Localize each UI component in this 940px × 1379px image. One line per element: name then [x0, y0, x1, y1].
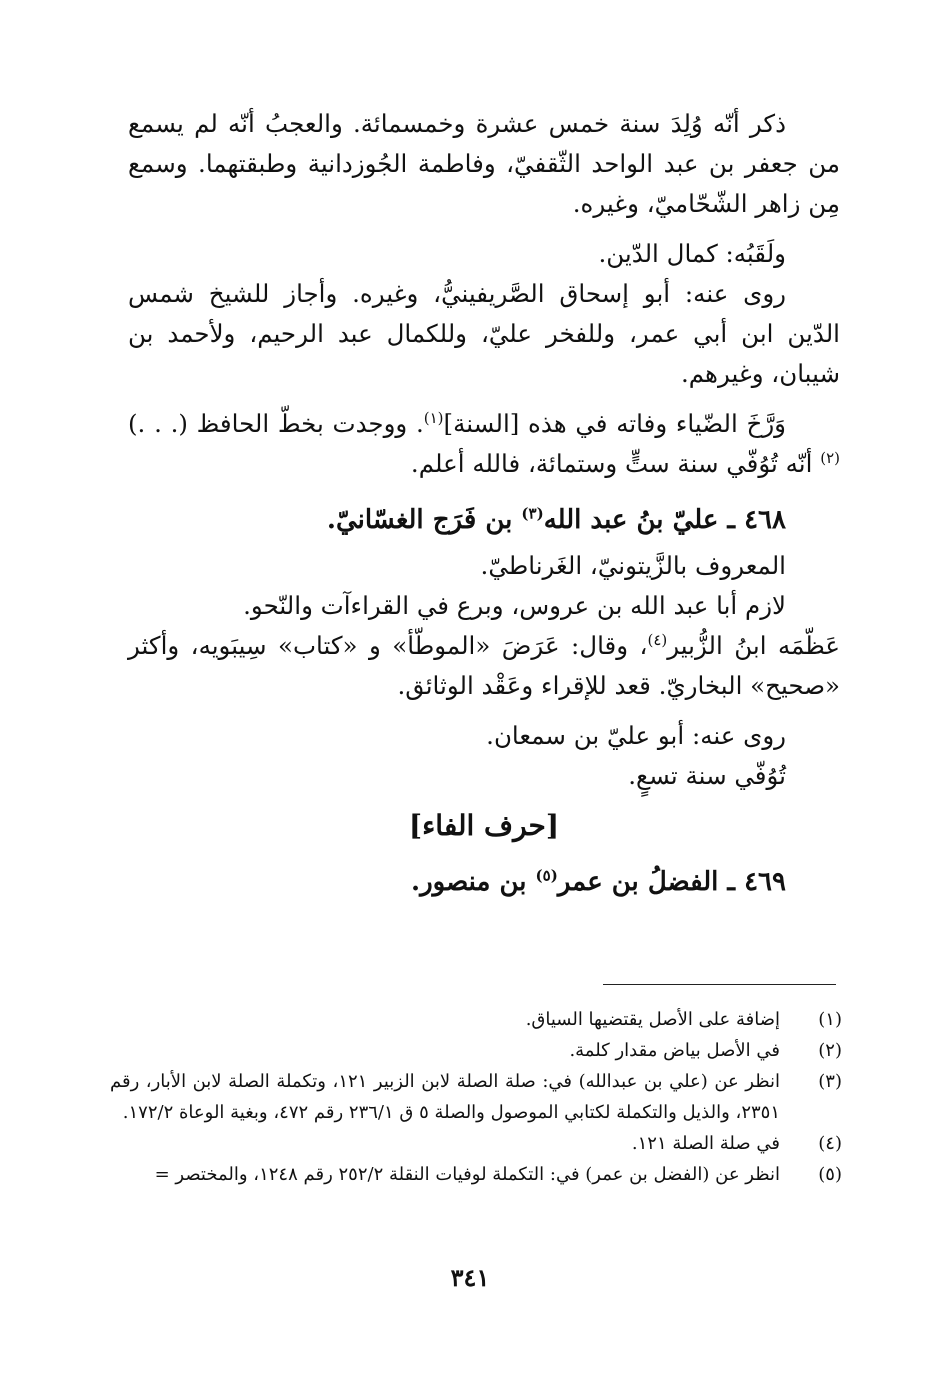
praise-text-part2: ، وقال: عَرَضَ «الموطّأ» و «كتاب» سِيبَويه، وأكثر «صحيح» البخاريّ. قعد للإقراء وعَقْد الوثائق.	[128, 631, 840, 700]
praise-text-part1: عَظّمَه ابنُ الزُّبير	[667, 631, 840, 660]
paragraph-praise	[128, 626, 840, 706]
entry-468-name: ٤٦٨ ـ عليّ بنُ عبد الله	[543, 505, 786, 535]
death-text-part2: . ووجدت بخطّ الحافظ (. . .)	[128, 409, 424, 438]
paragraph-narrator-468: روى عنه: أبو عليّ بن سمعان.	[486, 721, 786, 750]
footnotes	[110, 1004, 842, 1190]
paragraph-death	[128, 404, 840, 484]
footnote-number: (١)	[818, 1009, 842, 1030]
footnote-ref-2: (٢)	[820, 448, 840, 467]
entry-469-name: ٤٦٩ ـ الفضلُ بن عمر	[557, 867, 786, 897]
paragraph-studies: لازم أبا عبد الله بن عروس، وبرع في القراءآت والنّحو.	[243, 591, 786, 620]
paragraph-birth: ذكر أنّه وُلِدَ سنة خمس عشرة وخمسمائة. والعجبُ أنّه لم يسمع من جعفر بن عبد الواحد الثّقفيّ، وفاطمة الجُوزدانية وطبقتهما. وسمع مِن زاهر الشّحّاميّ، وغيره.	[128, 109, 840, 218]
entry-468-heading	[128, 500, 840, 540]
footnote-text: في صلة الصلة ١٢١.	[631, 1133, 780, 1154]
footnote-1	[110, 1004, 842, 1035]
paragraph-known-as: المعروف بالزَّيتونيّ، الغَرناطيّ.	[480, 551, 786, 580]
footnote-5	[110, 1159, 842, 1190]
death-text-part1: وَرَّخَ الضّياء وفاته في هذه [السنة]	[443, 409, 787, 438]
entry-469-name-rest: بن منصور.	[411, 867, 536, 897]
paragraph-laqab: ولَقَبُه: كمال الدّين.	[598, 239, 786, 268]
footnote-ref-1: (١)	[423, 408, 444, 427]
paragraph-death-468: تُوُفّي سنة تسعٍ.	[628, 761, 786, 790]
footnote-divider	[603, 984, 836, 985]
entry-469-heading	[128, 862, 840, 902]
footnote-number: (٢)	[818, 1040, 842, 1061]
footnote-4	[110, 1128, 842, 1159]
section-heading: [حرف الفاء]	[408, 809, 560, 842]
footnote-ref-5: (٥)	[535, 866, 558, 885]
footnote-ref-3: (٣)	[521, 504, 544, 523]
main-text	[128, 104, 840, 908]
footnote-text: انظر عن (الفضل بن عمر) في: التكملة لوفيات النقلة ٢٥٢/٢ رقم ١٢٤٨، والمختصر =	[154, 1164, 780, 1185]
footnote-number: (٥)	[818, 1164, 842, 1185]
footnote-text: إضافة على الأصل يقتضيها السياق.	[525, 1009, 780, 1030]
footnote-number: (٤)	[818, 1133, 842, 1154]
footnote-text: انظر عن (علي بن عبدالله) في: صلة الصلة لابن الزبير ١٢١، وتكملة الصلة لابن الأبار، رقم ٢٣٥١، والذيل والتكملة لكتابي الموصول والصلة ٥ ق ٢٣٦/١ رقم ٤٧٢، وبغية الوعاة ١٧٢/٢.	[110, 1071, 781, 1123]
footnote-ref-4: (٤)	[647, 630, 668, 649]
entry-468-name-rest: بن فَرَج الغسّانيّ.	[326, 505, 522, 535]
paragraph-narrators: روى عنه: أبو إسحاق الصَّريفينيُّ، وغيره. وأجاز للشيخ شمس الدّين ابن أبي عمر، وللفخر عليّ، وللكمال عبد الرحيم، ولأحمد بن شيبان، وغيرهم.	[128, 279, 840, 388]
death-text-part3: أنّه تُوُفّي سنة ستٍّ وستمائة، فالله أعلم.	[410, 449, 821, 478]
footnote-text: في الأصل بياض مقدار كلمة.	[569, 1040, 780, 1061]
footnote-2	[110, 1035, 842, 1066]
page-number: ٣٤١	[450, 1263, 490, 1292]
footnote-number: (٣)	[818, 1071, 842, 1092]
footnote-3	[110, 1066, 842, 1128]
